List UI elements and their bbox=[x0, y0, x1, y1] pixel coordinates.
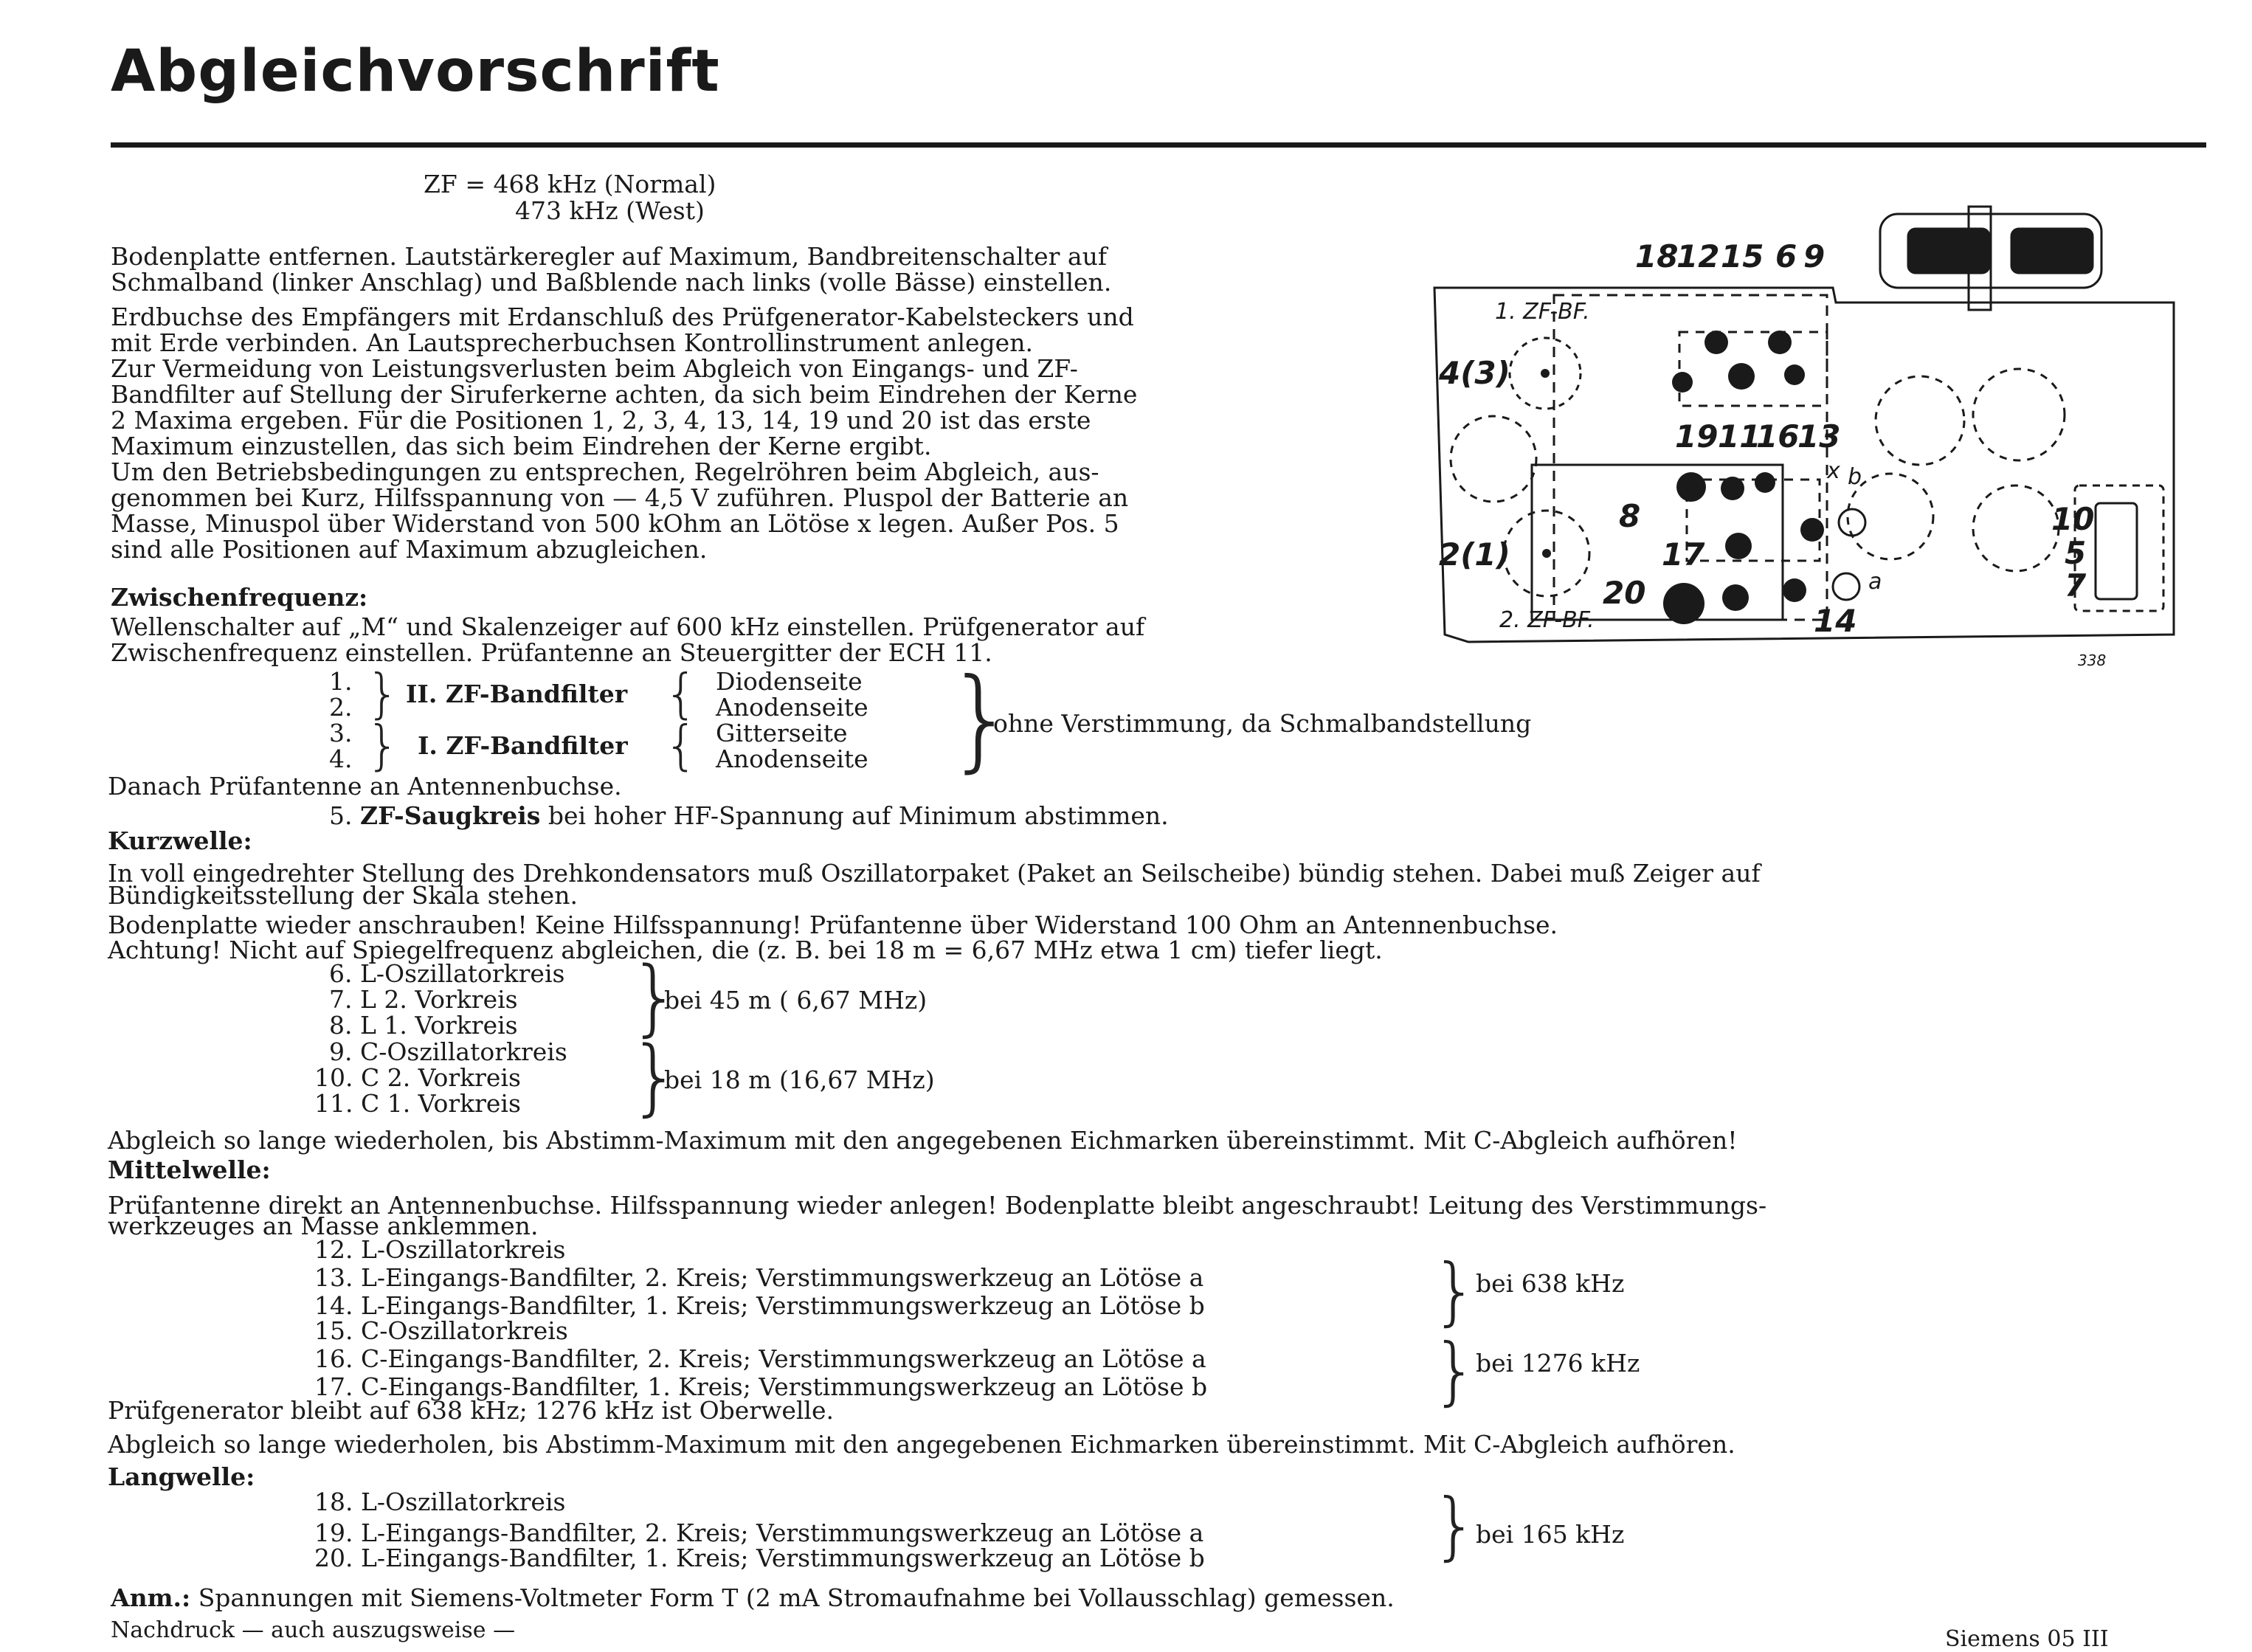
lw-item: 19. L-Eingangs-Bandfilter, 2. Kreis; Verstimmungswerkzeug an Lötöse a bbox=[314, 1518, 1204, 1547]
lw-item: 20. L-Eingangs-Bandfilter, 1. Kreis; Verstimmungswerkzeug an Lötöse b bbox=[314, 1544, 1205, 1572]
diagram-label: 17 bbox=[1662, 536, 1705, 573]
intro-line: genommen bei Kurz, Hilfsspannung von — 4,5 V zuführen. Pluspol der Batterie an bbox=[111, 483, 1129, 512]
footnote-text: Spannungen mit Siemens-Voltmeter Form T (2 mA Stromaufnahme bei Vollausschlag) gemessen. bbox=[198, 1583, 1395, 1612]
alignment-diagram bbox=[1429, 199, 2225, 671]
zf-filter-1: I. ZF-Bandfilter bbox=[418, 731, 628, 760]
mw-line: Prüfantenne direkt an Antennenbuchse. Hilfsspannung wieder anlegen! Bodenplatte bleibt angeschraubt! Leitung des Verstimmungs- bbox=[108, 1191, 1767, 1220]
zf-side: Diodenseite bbox=[716, 667, 863, 696]
diagram-label: 7 bbox=[2065, 567, 2087, 604]
mw-after: Abgleich so lange wiederholen, bis Abstimm-Maximum mit den angegebenen Eichmarken übereinstimmt. Mit C-Abgleich aufhören. bbox=[108, 1430, 1735, 1459]
lw-item: 18. L-Oszillatorkreis bbox=[314, 1487, 566, 1516]
zf-line: Zwischenfrequenz einstellen. Prüfantenne an Steuergitter der ECH 11. bbox=[111, 638, 992, 667]
zf-line: Wellenschalter auf „M“ und Skalenzeiger auf 600 kHz einstellen. Prüfgenerator auf bbox=[111, 612, 1145, 641]
kw-item: 6. L-Oszillatorkreis bbox=[329, 959, 565, 988]
zf-label-line bbox=[424, 171, 716, 198]
brace-icon: } bbox=[1431, 1482, 1479, 1569]
diagram-label: 9 bbox=[1803, 238, 1826, 274]
zf-pos-num: 4. bbox=[329, 744, 353, 773]
title-rule bbox=[111, 142, 2206, 148]
mw-item: 13. L-Eingangs-Bandfilter, 2. Kreis; Verstimmungswerkzeug an Lötöse a bbox=[314, 1263, 1204, 1292]
kw-note-a: bei 45 m ( 6,67 MHz) bbox=[664, 986, 928, 1015]
zf-pos-num: 1. bbox=[329, 667, 353, 696]
intro-line: sind alle Positionen auf Maximum abzugleichen. bbox=[111, 535, 708, 564]
kw-item: 9. C-Oszillatorkreis bbox=[329, 1037, 567, 1066]
kw-note-b: bei 18 m (16,67 MHz) bbox=[664, 1065, 935, 1094]
intro-line: Masse, Minuspol über Widerstand von 500 kOhm an Lötöse x legen. Außer Pos. 5 bbox=[111, 509, 1119, 538]
kw-item: 8. L 1. Vorkreis bbox=[329, 1011, 518, 1040]
diagram-label: 8 bbox=[1619, 498, 1641, 534]
publisher-mark: Siemens 05 III bbox=[1945, 1626, 2109, 1652]
lw-note: bei 165 kHz bbox=[1476, 1520, 1625, 1549]
section-heading-mittelwelle: Mittelwelle: bbox=[108, 1155, 271, 1184]
kw-closing: Abgleich so lange wiederholen, bis Abstimm-Maximum mit den angegebenen Eichmarken übereinstimmt. Mit C-Abgleich aufhören! bbox=[108, 1126, 1738, 1155]
diagram-label: 4(3) bbox=[1439, 355, 1510, 391]
section-heading-kurzwelle: Kurzwelle: bbox=[108, 826, 252, 855]
zf-side: Gitterseite bbox=[716, 719, 848, 747]
diagram-label: 19 bbox=[1675, 418, 1719, 455]
mw-note-b: bei 1276 kHz bbox=[1476, 1349, 1640, 1378]
kw-item: 7. L 2. Vorkreis bbox=[329, 985, 518, 1014]
zf-label: ZF = bbox=[424, 170, 486, 198]
diagram-label: b bbox=[1848, 464, 1862, 490]
diagram-label: a bbox=[1868, 569, 1882, 595]
diagram-label: 16 bbox=[1756, 418, 1800, 455]
intro-line: Bodenplatte entfernen. Lautstärkeregler auf Maximum, Bandbreitenschalter auf bbox=[111, 242, 1108, 271]
zf-pos5 bbox=[329, 803, 1169, 829]
brace-icon: } bbox=[366, 714, 400, 776]
mw-item: 14. L-Eingangs-Bandfilter, 1. Kreis; Verstimmungswerkzeug an Lötöse b bbox=[314, 1291, 1205, 1320]
brace-icon: } bbox=[1431, 1248, 1479, 1334]
page-title: Abgleichvorschrift bbox=[111, 38, 720, 105]
diagram-label: 2. ZF-BF. bbox=[1499, 607, 1595, 633]
intro-line: 2 Maxima ergeben. Für die Positionen 1, 2, 3, 4, 13, 14, 19 und 20 ist das erste bbox=[111, 406, 1091, 435]
zf-filter-2: II. ZF-Bandfilter bbox=[406, 680, 628, 708]
footnote bbox=[111, 1585, 1395, 1611]
zf-after: Danach Prüfantenne an Antennenbuchse. bbox=[108, 772, 622, 801]
reprint-notice: Nachdruck — auch auszugsweise — bbox=[111, 1617, 516, 1643]
diagram-label: 5 bbox=[2065, 535, 2087, 571]
diagram-label: 6 bbox=[1775, 238, 1797, 274]
zf-pos5-bold: ZF-Saugkreis bbox=[360, 801, 541, 830]
diagram-label: 10 bbox=[2051, 501, 2095, 537]
mw-line: werkzeuges an Masse anklemmen. bbox=[108, 1212, 539, 1240]
zf-west: 473 kHz (West) bbox=[515, 196, 705, 225]
diagram-label: 12 bbox=[1676, 238, 1720, 274]
kw-item: 11. C 1. Vorkreis bbox=[314, 1089, 521, 1118]
zf-side: Anodenseite bbox=[716, 693, 868, 722]
intro-line: Bandfilter auf Stellung der Siruferkerne achten, da sich beim Eindrehen der Kerne bbox=[111, 380, 1138, 409]
zf-pos5-rest: bei hoher HF-Spannung auf Minimum abstimmen. bbox=[548, 801, 1169, 830]
mw-item: 17. C-Eingangs-Bandfilter, 1. Kreis; Verstimmungswerkzeug an Lötöse b bbox=[314, 1372, 1208, 1401]
intro-line: Um den Betriebsbedingungen zu entsprechen, Regelröhren beim Abgleich, aus- bbox=[111, 457, 1099, 486]
mw-item: 16. C-Eingangs-Bandfilter, 2. Kreis; Verstimmungswerkzeug an Lötöse a bbox=[314, 1344, 1206, 1373]
zf-pos-num: 2. bbox=[329, 693, 353, 722]
footnote-prefix: Anm.: bbox=[111, 1583, 191, 1612]
brace-icon: } bbox=[946, 655, 1017, 784]
intro-line: Erdbuchse des Empfängers mit Erdanschluß des Prüfgenerator-Kabelsteckers und bbox=[111, 303, 1134, 331]
figure-number: 338 bbox=[2078, 652, 2107, 669]
diagram-label: 11 bbox=[1718, 418, 1761, 455]
diagram-label: 13 bbox=[1797, 418, 1841, 455]
diagram-label: 20 bbox=[1603, 575, 1646, 611]
zf-pos-num: 3. bbox=[329, 719, 353, 747]
kw-item: 10. C 2. Vorkreis bbox=[314, 1063, 521, 1092]
intro-line: mit Erde verbinden. An Lautsprecherbuchsen Kontrollinstrument anlegen. bbox=[111, 328, 1033, 357]
brace-icon: } bbox=[366, 663, 400, 725]
brace-icon: } bbox=[1431, 1327, 1479, 1414]
zf-side: Anodenseite bbox=[716, 744, 868, 773]
brace-icon: { bbox=[664, 663, 698, 725]
zf-note: ohne Verstimmung, da Schmalbandstellung bbox=[993, 709, 1532, 738]
zf-normal: 468 kHz (Normal) bbox=[493, 170, 716, 198]
section-heading-zwischenfrequenz: Zwischenfrequenz: bbox=[111, 583, 368, 612]
kw-line: In voll eingedrehter Stellung des Drehkondensators muß Oszillatorpaket (Paket an Seilscheibe) bündig stehen. Dabei muß Zeiger auf bbox=[108, 859, 1761, 888]
brace-icon: } bbox=[629, 1029, 682, 1125]
intro-line: Zur Vermeidung von Leistungsverlusten beim Abgleich von Eingangs- und ZF- bbox=[111, 354, 1078, 383]
brace-icon: } bbox=[629, 950, 682, 1046]
mw-after: Prüfgenerator bleibt auf 638 kHz; 1276 kHz ist Oberwelle. bbox=[108, 1396, 834, 1425]
mw-item: 15. C-Oszillatorkreis bbox=[314, 1316, 568, 1345]
mw-item: 12. L-Oszillatorkreis bbox=[314, 1235, 566, 1264]
diagram-label: 18 bbox=[1635, 238, 1679, 274]
kw-line: Bodenplatte wieder anschrauben! Keine Hilfsspannung! Prüfantenne über Widerstand 100 Ohm an Antennenbuchse. bbox=[108, 910, 1558, 939]
diagram-label: 2(1) bbox=[1439, 536, 1510, 573]
kw-line: Achtung! Nicht auf Spiegelfrequenz abgleichen, die (z. B. bei 18 m = 6,67 MHz etwa 1 cm) tiefer liegt. bbox=[108, 936, 1383, 964]
kw-line: Bündigkeitsstellung der Skala stehen. bbox=[108, 881, 578, 910]
zf-pos5-num: 5. bbox=[329, 801, 353, 830]
diagram-label: x bbox=[1827, 458, 1840, 484]
diagram-label: 14 bbox=[1814, 603, 1857, 639]
section-heading-langwelle: Langwelle: bbox=[108, 1462, 255, 1491]
mw-note-a: bei 638 kHz bbox=[1476, 1269, 1625, 1298]
brace-icon: { bbox=[664, 714, 698, 776]
intro-line: Maximum einzustellen, das sich beim Eindrehen der Kerne ergibt. bbox=[111, 432, 932, 460]
diagram-label: 15 bbox=[1721, 238, 1764, 274]
intro-line: Schmalband (linker Anschlag) und Baßblende nach links (volle Bässe) einstellen. bbox=[111, 268, 1112, 297]
diagram-label: 1. ZF-BF. bbox=[1495, 299, 1590, 325]
